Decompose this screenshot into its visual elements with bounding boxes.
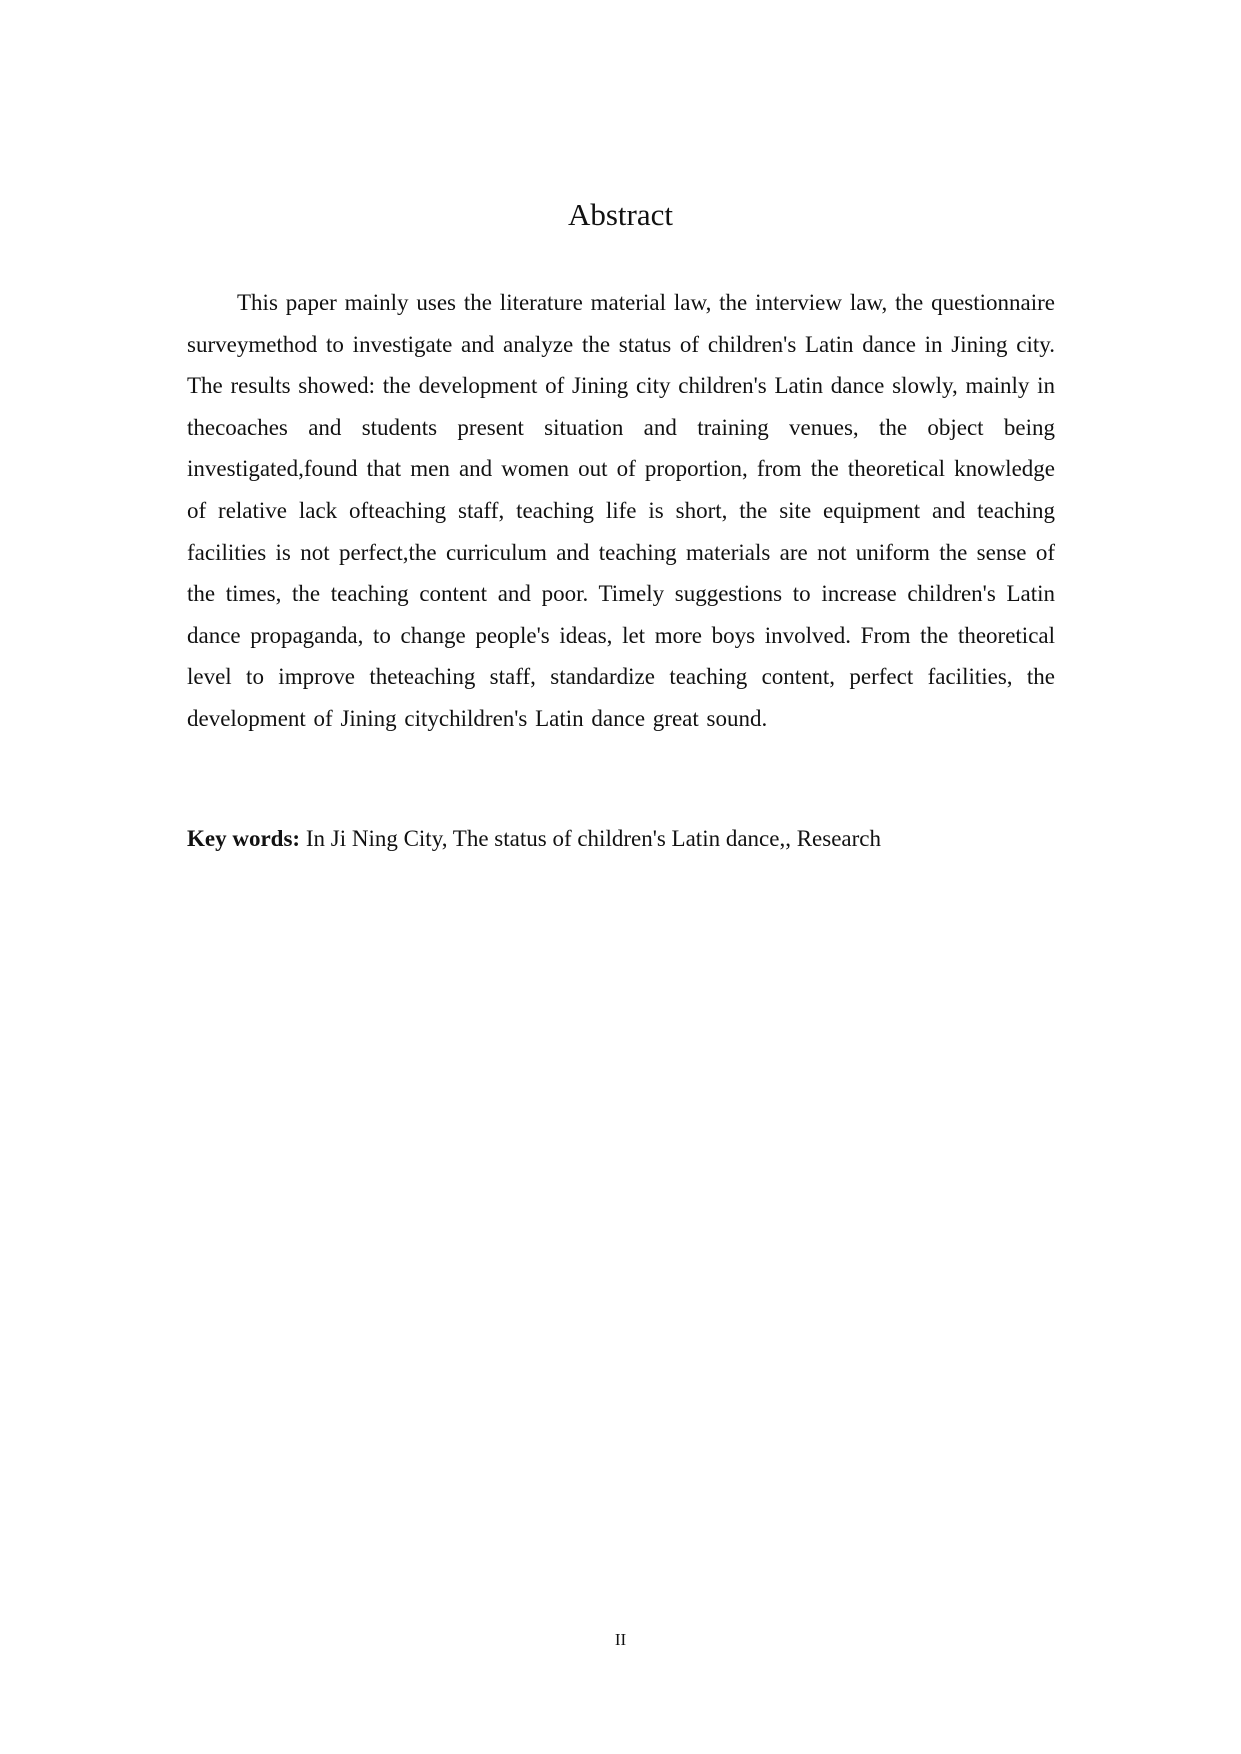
keywords-label: Key words: [187,826,301,851]
abstract-body: This paper mainly uses the literature material law, the interview law, the questionnaire surveymethod to investigate and analyze the status of children's Latin dance in Jining city. The results showed: the development of Jining city children's Latin dance slowly, mainly in thecoaches and students present situation and training venues, the object being investigated,found that men and women out of proportion, from the theoretical knowledge of relative lack ofteaching staff, teaching life is short, the site equipment and teaching facilities is not perfect,the curriculum and teaching materials are not uniform the sense of the times, the teaching content and poor. Timely suggestions to increase children's Latin dance propaganda, to change people's ideas, let more boys involved. From the theoretical level to improve theteaching staff, standardize teaching content, perfect facilities, the development of Jining citychildren's Latin dance great sound. [187,290,1055,731]
page-number: II [614,1630,627,1649]
keywords-line [187,823,1087,855]
keywords-text: In Ji Ning City, The status of children's Latin dance,, Research [305,826,881,851]
abstract-title: Abstract [567,197,674,232]
